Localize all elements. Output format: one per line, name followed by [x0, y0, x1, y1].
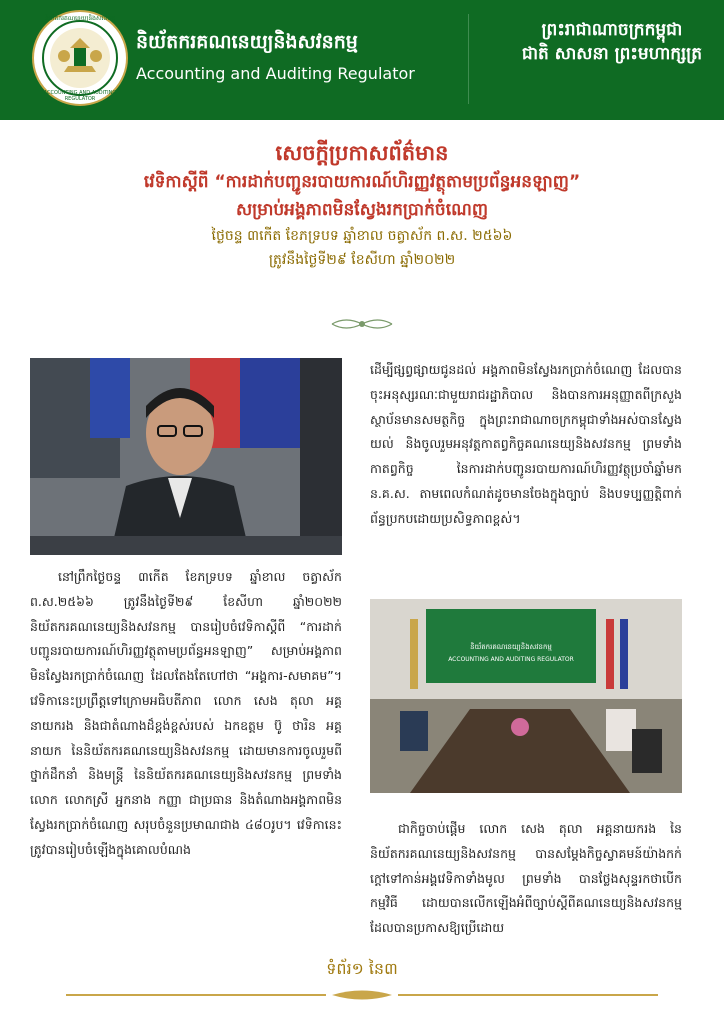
- room-banner-kh: និយ័តករគណនេយ្យនិងសវនកម្ម: [470, 643, 552, 651]
- speaker-photo: [30, 358, 342, 555]
- speaker-photo-illustration: [30, 358, 342, 555]
- ornament-divider-icon: [330, 316, 394, 332]
- emblem-icon: [44, 22, 116, 94]
- forum-audience: សម្រាប់អង្គភាពមិនស្វែងរកប្រាក់ចំណេញ: [235, 200, 489, 220]
- logo-ring-text: និយ័តករគណនេយ្យនិងសវនកម្ម: [44, 15, 116, 22]
- body-paragraph-right-top: ដើម្បីផ្សព្វផ្សាយជូនដល់ អង្គភាពមិនស្វែងរកប្រាក់ចំណេញ ដែលបានចុះអនុស្សរណៈជាមួយរាជរដ្ឋាភិបាល និងបានការអនុញ្ញាតពីក្រសួងស្ថាប័នមានសមត្ថកិច្ច ក្នុងព្រះរាជាណាចក្រកម្ពុជាទាំងអស់បានស្វែងយល់ និងចូលរួមអនុវត្តកាតព្វកិច្ចគណនេយ្យនិងសវនកម្ម ព្រមទាំងកាតព្វកិច្ច នៃការដាក់បញ្ជូនរបាយការណ៍ហិរញ្ញវត្ថុប្រចាំឆ្នាំមក ន.គ.ស. តាមពេលកំណត់ដូចមានចែងក្នុងច្បាប់ និងបទប្បញ្ញត្តិពាក់ព័ន្ធប្រកបដោយប្រសិទ្ធភាពខ្ពស់។: [370, 362, 682, 526]
- logo-emblem: [42, 20, 118, 96]
- press-release-title: សេចក្តីប្រកាសព័ត៌មាន: [275, 141, 449, 165]
- body-paragraph-left: នៅព្រឹកថ្ងៃចន្ទ ៣កើត ខែភទ្របទ ឆ្នាំខាល ចត្វាស័ក ព.ស.២៥៦៦ ត្រូវនឹងថ្ងៃទី២៩ ខែសីហា ឆ្នាំ២០២២ និយ័តករគណនេយ្យនិងសវនកម្ម បានរៀបចំវេទិកាស្តីពី “ការដាក់បញ្ជូនរបាយការណ៍ហិរញ្ញវត្ថុតាមប្រព័ន្ធអនឡាញ” សម្រាប់អង្គភាពមិនស្វែងរកប្រាក់ចំណេញ ដែលតែងតែហៅថា “អង្គការ-សមាគម”។ វេទិកានេះប្រព្រឹត្តទៅក្រោមអធិបតីភាព លោក សេង តុលា អគ្គនាយករង និងជាតំណាងដ៏ខ្ពង់ខ្ពស់របស់ ឯកឧត្តម ប៊ូ ថារិន អគ្គនាយក នៃនិយ័តករគណនេយ្យនិងសវនកម្ម ដោយមានការចូលរួមពីថ្នាក់ដឹកនាំ និងមន្ត្រី នៃនិយ័តករគណនេយ្យនិងសវនកម្ម ព្រមទាំង លោក លោកស្រី អ្នកនាង កញ្ញា ជាប្រធាន និងតំណាងអង្គភាពមិនស្វែងរកប្រាក់ចំណេញ សរុបចំនួនប្រមាណជាង ៤៨០រូប។ វេទិកានេះត្រូវបានរៀបចំឡើងក្នុងគោលបំណង: [30, 569, 342, 857]
- body-paragraph-right-bottom: ជាកិច្ចចាប់ផ្តើម លោក សេង តុលា អគ្គនាយករង នៃនិយ័តករគណនេយ្យនិងសវនកម្ម បានសម្តែងកិច្ចស្វាគមន៍យ៉ាងកក់ក្តៅទៅកាន់អង្គវេទិកាទាំងមូល ព្រមទាំង បានថ្លែងសុន្ទរកថាបើកកម្មវិធី ដោយបានលើកឡើងអំពីច្បាប់ស្តីពីគណនេយ្យនិងសវនកម្ម ដែលបានប្រកាសឱ្យប្រើដោយ: [370, 821, 682, 936]
- room-banner-en: ACCOUNTING AND AUDITING REGULATOR: [448, 656, 574, 663]
- gregorian-date: ត្រូវនឹងថ្ងៃទី២៩ ខែសីហា ឆ្នាំ២០២២: [268, 252, 456, 268]
- logo-ring-text-en: ACCOUNTING AND AUDITING REGULATOR: [43, 90, 117, 102]
- org-name-english: Accounting and Auditing Regulator: [136, 64, 415, 83]
- header-divider: [468, 14, 469, 104]
- forum-title: វេទិកាស្តីពី “ការដាក់បញ្ជូនរបាយការណ៍ហិរញ្ញវត្ថុតាមប្រព័ន្ធអនឡាញ”: [143, 172, 581, 192]
- kingdom-line-1: ព្រះរាជាណាចក្រកម្ពុជា: [541, 20, 683, 40]
- org-name-khmer: និយ័តករគណនេយ្យនិងសវនកម្ម: [136, 31, 358, 53]
- header-banner: [0, 0, 724, 120]
- footer-ornament-icon: [66, 990, 658, 1000]
- meeting-room-photo: [370, 599, 682, 793]
- lunar-date: ថ្ងៃចន្ទ ៣កើត ខែភទ្របទ ឆ្នាំខាល ចត្វាស័ក ព.ស. ២៥៦៦: [211, 228, 513, 244]
- meeting-room-illustration: [370, 599, 682, 793]
- kingdom-motto: [522, 18, 702, 66]
- press-release-title-block: [20, 138, 704, 272]
- org-logo: [32, 10, 128, 106]
- kingdom-line-2: ជាតិ សាសនា ព្រះមហាក្សត្រ: [521, 44, 702, 64]
- page-number: ទំព័រ១ នៃ៣: [326, 959, 398, 978]
